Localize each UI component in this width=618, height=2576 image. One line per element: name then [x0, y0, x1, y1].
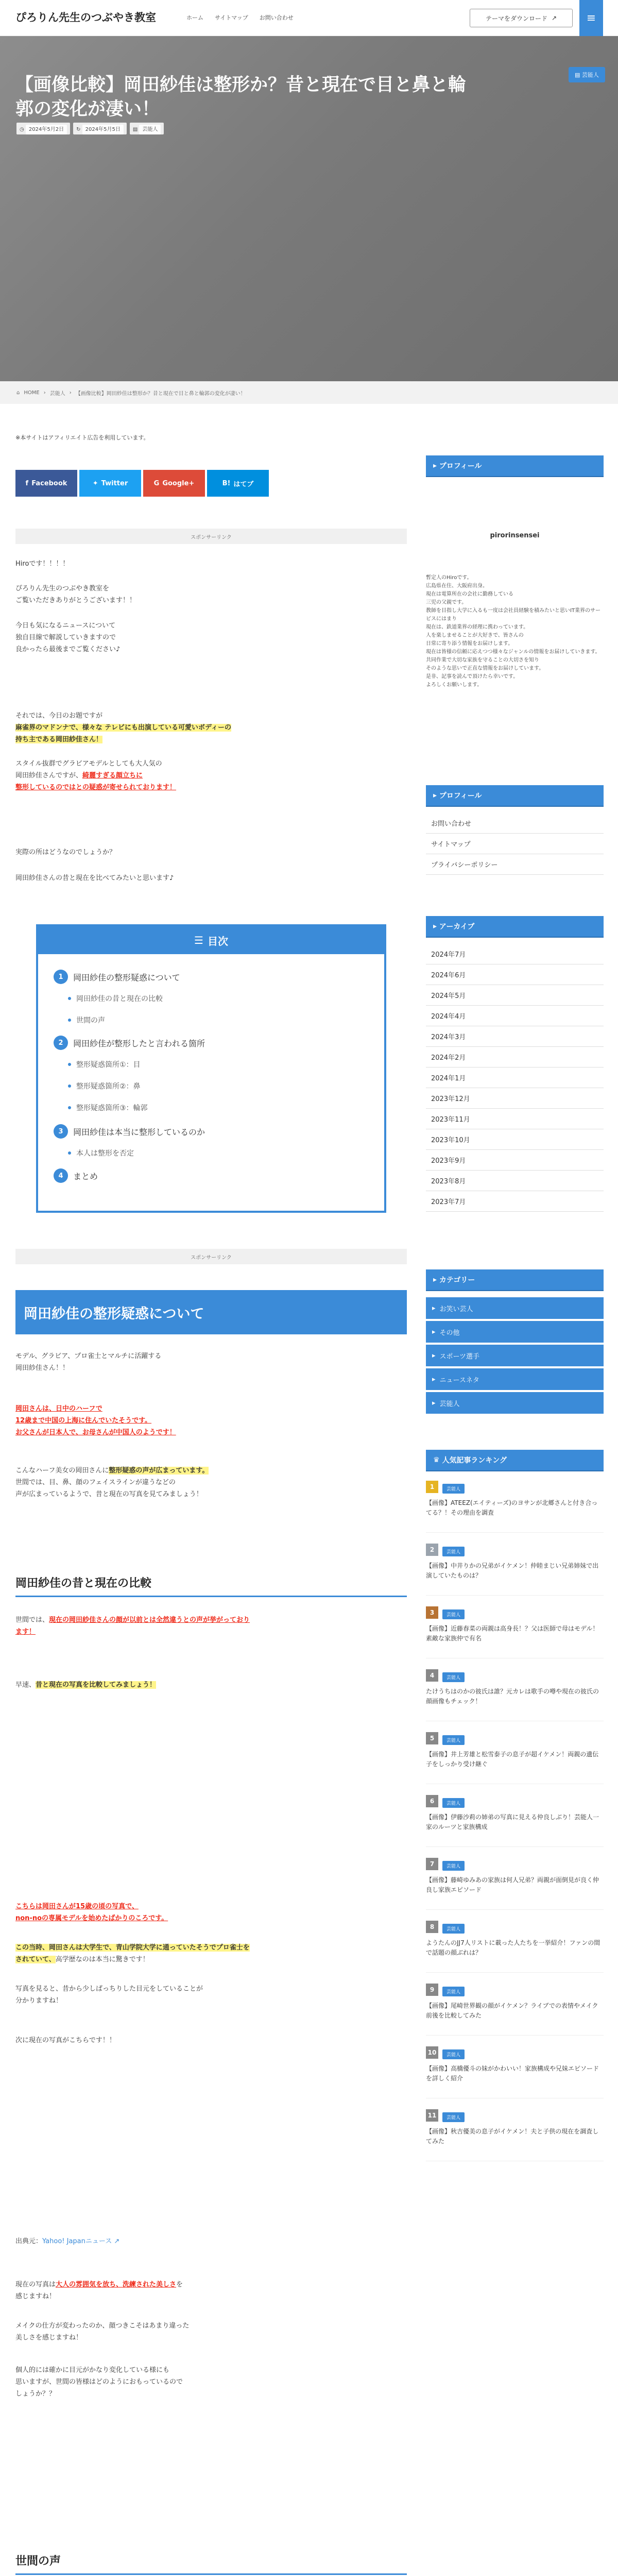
date-updated: ↻ 2024年5月5日 — [73, 123, 127, 134]
ranking-title: たけうちはのかの彼氏は誰？元カレは歌手の噂や現在の彼氏の顔画像もチェック！ — [426, 1688, 599, 1705]
sponsor-label: スポンサーリンク — [15, 529, 407, 544]
category-item[interactable] — [426, 1345, 604, 1367]
body-line: 思いますが、世間の皆様はどのようにおもっているので — [15, 2378, 183, 2386]
share-facebook-button[interactable]: f Facebook — [15, 470, 77, 497]
ranking-number: 8 — [426, 1921, 438, 1933]
profile-widget-title: ▸ プロフィール — [426, 455, 604, 476]
folder-icon: ▸ — [433, 922, 439, 930]
body-line: こちらは岡田さんが15歳の頃の写真で、 — [15, 1903, 139, 1910]
category-label: ニュースネタ — [439, 1376, 479, 1384]
body-line: 個人的には確かに目元がかなり変化している様にも — [15, 2366, 170, 2374]
toc-subitem[interactable]: 世間の声 — [68, 1015, 105, 1025]
profile-line: 広島県在住、大阪府出身。 — [426, 583, 488, 589]
profile-line: 現在は電算所在の会社に勤務している — [426, 591, 513, 597]
category-label: お笑い芸人 — [439, 1305, 473, 1313]
ranking-category-badge: 芸能人 — [442, 1924, 465, 1934]
ranking-title: ようたんのJJ7人リストに載った人たちを一挙紹介！ファンの間で話題の顔ぶれは？ — [426, 1939, 600, 1956]
archive-item[interactable]: 2023年11月 — [426, 1109, 604, 1129]
table-of-contents — [36, 924, 386, 1213]
archive-item[interactable]: 2024年4月 — [426, 1006, 604, 1026]
page-title: 【画像比較】岡田紗佳は整形か？昔と現在で目と鼻と輪郭の変化が凄い！ — [15, 75, 467, 120]
divider — [426, 1909, 604, 1910]
body-line: 早速、昔と現在の写真を比較してみましょう！ — [15, 1681, 157, 1689]
share-twitter-button[interactable]: ✦ Twitter — [79, 470, 141, 497]
category-item[interactable] — [426, 1368, 604, 1391]
body-line: 写真を見ると、昔から少しぱっちりした目元をしていることが — [15, 1985, 203, 1993]
menu-button[interactable] — [579, 0, 603, 36]
ranking-title: 【画像】ATEEZ(エイティーズ)のヨサンが北郷さんと付き合ってる？！その理由を調査 — [426, 1499, 598, 1516]
policy-widget-title: ▸ プロフィール — [426, 785, 604, 806]
ranking-number: 7 — [426, 1858, 438, 1870]
intro-line: ぴろりん先生のつぶやき教室を — [15, 585, 110, 592]
category-label: その他 — [439, 1329, 460, 1337]
topic-line: それでは、今日のお題ですが — [15, 712, 103, 720]
ranking-number: 10 — [426, 2046, 438, 2059]
body-line: 世間では、目、鼻、顔のフェイスラインが違うなどの — [15, 1479, 176, 1486]
archive-item[interactable]: 2024年2月 — [426, 1047, 604, 1067]
chevron-right-icon: ▸ — [432, 1304, 436, 1312]
body-line: この当時、岡田さんは大学生で、青山学院大学に通っていたそうでプロ雀士をされていて、高学歴なのは本当に驚きです！ — [15, 1944, 250, 1963]
category-label: スポーツ選手 — [439, 1352, 480, 1361]
breadcrumb-home[interactable]: HOME — [24, 389, 40, 396]
ranking-title: 【画像】伊藤沙莉の姉弟の写真に見える仲良しぶり！芸能人一家のルーツと家族構成 — [426, 1814, 599, 1831]
category-tag[interactable]: ▤ 芸能人 — [569, 67, 605, 82]
topic-line: 整形しているのではとの疑惑が寄せられております！ — [15, 784, 177, 791]
subsection-heading: 岡田紗佳の昔と現在の比較 — [15, 1574, 407, 1597]
profile-description — [426, 574, 604, 689]
topic-line: 岡田紗佳さんですが、綺麗すぎる顔立ちに — [15, 772, 143, 779]
ranking-number: 9 — [426, 1984, 438, 1996]
archive-widget-title: ▸ アーカイブ — [426, 916, 604, 937]
profile-line: 三児の父親です。 — [426, 600, 467, 605]
share-google-button[interactable]: G Google+ — [143, 470, 205, 497]
download-theme-button[interactable] — [470, 9, 573, 27]
body-line: 次に現在の写真がこちらです！！ — [15, 2037, 116, 2044]
archive-item[interactable]: 2024年7月 — [426, 944, 604, 964]
divider — [426, 1972, 604, 1973]
body-line: 岡田さんは、日中のハーフで — [15, 1405, 102, 1413]
profile-line: 日常に寄り添う情報をお届けします。 — [426, 641, 513, 647]
ranking-number: 2 — [426, 1544, 438, 1556]
body-line: こんなハーフ美女の岡田さんに整形疑惑の声が広まっています。 — [15, 1467, 209, 1475]
twitter-icon: ✦ — [92, 479, 98, 487]
site-logo[interactable]: ぴろりん先生のつぶやき教室 — [15, 11, 156, 24]
ranking-title: 【画像】藤崎ゆみあの家族は何人兄弟？両親が面倒見が良く仲良し家族エピソード — [426, 1876, 599, 1893]
profile-name: pirorinsensei — [490, 532, 540, 539]
section-heading: 岡田紗佳の整形疑惑について — [15, 1290, 407, 1334]
sidebar-link-sitemap[interactable]: サイトマップ — [426, 834, 604, 854]
site-header — [0, 0, 618, 36]
affiliate-note: ※本サイトはアフィリエイト広告を利用しています。 — [15, 434, 149, 441]
profile-line: 人を楽しませることが大好きで、皆さんの — [426, 633, 524, 638]
ranking-title: 【画像】近藤春菜の両親は高身長！？父は医師で母はモデル！素敵な家族仲で有名 — [426, 1625, 599, 1642]
breadcrumb-category[interactable]: 芸能人 — [49, 391, 65, 397]
toc-subitem[interactable]: 本人は整形を否定 — [68, 1148, 134, 1158]
profile-line: 共同作業で大切な家族を守ることの大切さを知り — [426, 657, 539, 663]
intro-line: 今日も気になるニュースについて — [15, 622, 116, 630]
category-widget-title: ▸ カテゴリー — [426, 1269, 604, 1290]
chevron-right-icon: ▸ — [432, 1328, 436, 1336]
hamburger-icon: ≡ — [586, 11, 596, 25]
ranking-number: 11 — [426, 2109, 438, 2122]
breadcrumb: ⌂ HOME › 芸能人 › 【画像比較】岡田紗佳は整形か？昔と現在で目と鼻と輪郭の変化が凄い！ — [0, 381, 618, 404]
archive-item[interactable]: 2023年10月 — [426, 1129, 604, 1150]
intro-line: 良かったら最後までご覧ください♪ — [15, 646, 121, 653]
google-icon: G — [153, 479, 160, 487]
ranking-number: 1 — [426, 1481, 438, 1493]
intro-greeting: Hiroです！！！！ — [15, 560, 70, 568]
profile-line: 現在は、鉄道業界の経理に携わっています。 — [426, 624, 529, 630]
ranking-number: 6 — [426, 1795, 438, 1807]
profile-line: そのような思いで正直な情報をお届けしています。 — [426, 666, 544, 671]
ranking-category-badge: 芸能人 — [442, 1547, 465, 1556]
ranking-category-badge: 芸能人 — [442, 2049, 465, 2059]
breadcrumb-current: 【画像比較】岡田紗佳は整形か？昔と現在で目と鼻と輪郭の変化が凄い！ — [75, 391, 246, 397]
ranking-title: 【画像】井上芳雄と松雪泰子の息子が超イケメン！両親の遺伝子をしっかり受け継ぐ — [426, 1751, 599, 1768]
archive-item[interactable]: 2023年9月 — [426, 1150, 604, 1171]
ranking-number: 4 — [426, 1669, 438, 1682]
question-line: 岡田紗佳さんの昔と現在を比べてみたいと思います♪ — [15, 874, 174, 882]
ranking-category-badge: 芸能人 — [442, 1987, 465, 1996]
toc-item[interactable]: 3 岡田紗佳は本当に整形しているのか — [54, 1124, 205, 1139]
folder-icon: ▸ — [433, 462, 439, 470]
folder-icon: ▸ — [433, 791, 439, 800]
category-item[interactable] — [426, 1321, 604, 1344]
profile-line: よろしくお願いします。 — [426, 682, 483, 688]
ranking-category-badge: 芸能人 — [442, 1484, 465, 1494]
category-item[interactable] — [426, 1392, 604, 1415]
body-line: 12歳まで中国の上海に住んでいたそうです。 — [15, 1417, 152, 1425]
divider — [426, 2035, 604, 2036]
share-hatena-button[interactable]: B! はてブ — [207, 470, 269, 497]
body-line: non-noの専属モデルを始めたばかりのころです。 — [15, 1914, 168, 1922]
ranking-category-badge: 芸能人 — [442, 1798, 465, 1808]
toc-item[interactable]: 1 岡田紗佳の整形疑惑について — [54, 970, 180, 984]
ranking-title: 【画像】秋吉優美の息子がイケメン！夫と子供の現在を調査してみた — [426, 2128, 599, 2145]
body-line: しょうか？？ — [15, 2390, 56, 2398]
sidebar-link-privacy[interactable]: プライバシーポリシー — [426, 854, 604, 875]
ranking-number: 3 — [426, 1606, 438, 1619]
profile-line: 暫定人のHiroです。 — [426, 575, 472, 581]
body-line: 岡田紗佳さん！！ — [15, 1364, 70, 1372]
ranking-category-badge: 芸能人 — [442, 1672, 465, 1682]
folder-icon: ▸ — [433, 1276, 439, 1284]
subsection-heading: 世間の声 — [15, 2552, 407, 2575]
ranking-category-badge: 芸能人 — [442, 2112, 465, 2122]
external-link-icon: ↗ — [112, 2238, 120, 2245]
divider — [426, 1846, 604, 1847]
archive-item[interactable]: 2023年12月 — [426, 1088, 604, 1109]
profile-line: 現在は皆様の信頼に応えつつ様々なジャンルの情報をお届けしていきます。 — [426, 649, 600, 655]
ranking-number: 5 — [426, 1732, 438, 1744]
category-label: 芸能人 — [439, 1400, 460, 1408]
body-line: 声が広まっているようで、昔と現在の写真を見てみましょう！ — [15, 1490, 203, 1498]
question-line: 実際の所はどうなのでしょうか？ — [15, 849, 116, 856]
facebook-icon: f — [25, 479, 29, 487]
source-credit: 出典元：Yahoo! Japanニュース ↗ — [15, 2238, 120, 2245]
intro-line: ご覧いただきありがとうございます！！ — [15, 597, 136, 604]
post-meta — [16, 123, 164, 134]
body-line: 現在の写真は大人の雰囲気を放ち、洗練された美しさを — [15, 2281, 183, 2289]
toc-subitem[interactable]: 整形疑惑箇所②：鼻 — [68, 1081, 141, 1091]
archive-item[interactable]: 2024年1月 — [426, 1067, 604, 1088]
source-link[interactable]: Yahoo! Japanニュース — [42, 2238, 112, 2245]
sponsor-label: スポンサーリンク — [15, 1249, 407, 1264]
ranking-category-badge: 芸能人 — [442, 1609, 465, 1619]
hatena-icon: B! — [222, 479, 231, 487]
sidebar-link-contact[interactable]: お問い合わせ — [426, 813, 604, 834]
profile-line: 教師を目指し大学に入るも一度は会社員経験を積みたいと思いIT業界のサービスにはまり — [426, 608, 601, 622]
intro-line: 独自目線で解説していきますので — [15, 634, 116, 641]
chevron-right-icon: ▸ — [432, 1351, 436, 1360]
topic-highlight: 麻雀界のマドンナで、様々な テレビにも出演している可愛いボディーの持ち主である岡田紗佳さん！ — [15, 724, 231, 743]
list-icon: ☰ — [194, 934, 203, 946]
post-category[interactable]: ▤ 芸能人 — [130, 123, 164, 134]
archive-item[interactable]: 2023年8月 — [426, 1171, 604, 1191]
toc-subitem[interactable]: 整形疑惑箇所③：輪郭 — [68, 1103, 148, 1113]
home-icon: ⌂ — [16, 389, 20, 396]
toc-item[interactable]: 4 まとめ — [54, 1168, 98, 1183]
archive-item[interactable]: 2024年6月 — [426, 964, 604, 985]
archive-item[interactable]: 2024年3月 — [426, 1026, 604, 1047]
nav-home[interactable]: ホーム — [186, 14, 203, 21]
ranking-widget-title: ♛ 人気記事ランキング — [426, 1450, 604, 1470]
body-line: 分かりますね！ — [15, 1997, 63, 2005]
divider — [426, 1532, 604, 1533]
toc-subitem[interactable]: 岡田紗佳の昔と現在の比較 — [68, 993, 163, 1004]
body-line: メイクの仕方が変わったのか、顔つきこそはあまり違った — [15, 2322, 190, 2330]
chevron-right-icon: ▸ — [432, 1399, 436, 1407]
share-buttons — [15, 470, 269, 497]
nav-contact[interactable]: お問い合わせ — [259, 14, 294, 21]
ranking-title: 【画像】尾崎世界観の顔がイケメン？ライブでの表情やメイク前後を比較してみた — [426, 2002, 598, 2019]
body-line: 感じますね！ — [15, 2293, 56, 2300]
global-nav — [186, 13, 294, 22]
archive-item[interactable]: 2024年5月 — [426, 985, 604, 1006]
date-posted: ◷ 2024年5月2日 — [16, 123, 70, 134]
ranking-title: 【画像】中井りかの兄弟がイケメン！仲睦まじい兄弟姉妹で出演していたものは？ — [426, 1562, 599, 1579]
ranking-title: 【画像】高橋優斗の妹がかわいい！家族構成や兄妹エピソードを詳しく紹介 — [426, 2065, 599, 2082]
crown-icon: ♛ — [433, 1456, 442, 1464]
body-line: 美しさを感じますね！ — [15, 2334, 83, 2342]
toc-subitem[interactable]: 整形疑惑箇所①：目 — [68, 1059, 141, 1070]
nav-sitemap[interactable]: サイトマップ — [215, 14, 248, 21]
toc-header: ☰ 目次 — [38, 926, 384, 954]
ranking-category-badge: 芸能人 — [442, 1861, 465, 1871]
arrow-right-icon: ↗ — [551, 14, 557, 22]
chevron-right-icon: ▸ — [432, 1375, 436, 1383]
topic-line: スタイル抜群でグラビアモデルとしても大人気の — [15, 760, 162, 768]
body-line: お父さんが日本人で、お母さんが中国人のようです！ — [15, 1429, 176, 1436]
category-item[interactable] — [426, 1297, 604, 1320]
archive-item[interactable]: 2023年7月 — [426, 1191, 604, 1212]
download-theme-label: テーマをダウンロード — [485, 14, 547, 22]
hero-eyecatch — [0, 36, 618, 381]
ranking-category-badge: 芸能人 — [442, 1735, 465, 1745]
divider — [426, 1595, 604, 1596]
profile-line: 是非、記事を読んで頂けたら幸いです。 — [426, 674, 519, 680]
body-line: モデル、グラビア、プロ雀士とマルチに活躍する — [15, 1352, 162, 1360]
toc-item[interactable]: 2 岡田紗佳が整形したと言われる箇所 — [54, 1036, 205, 1050]
body-line: 世間では、現在の岡田紗佳さんの顔が以前とは全然違うとの声が挙がっております！ — [15, 1616, 250, 1636]
